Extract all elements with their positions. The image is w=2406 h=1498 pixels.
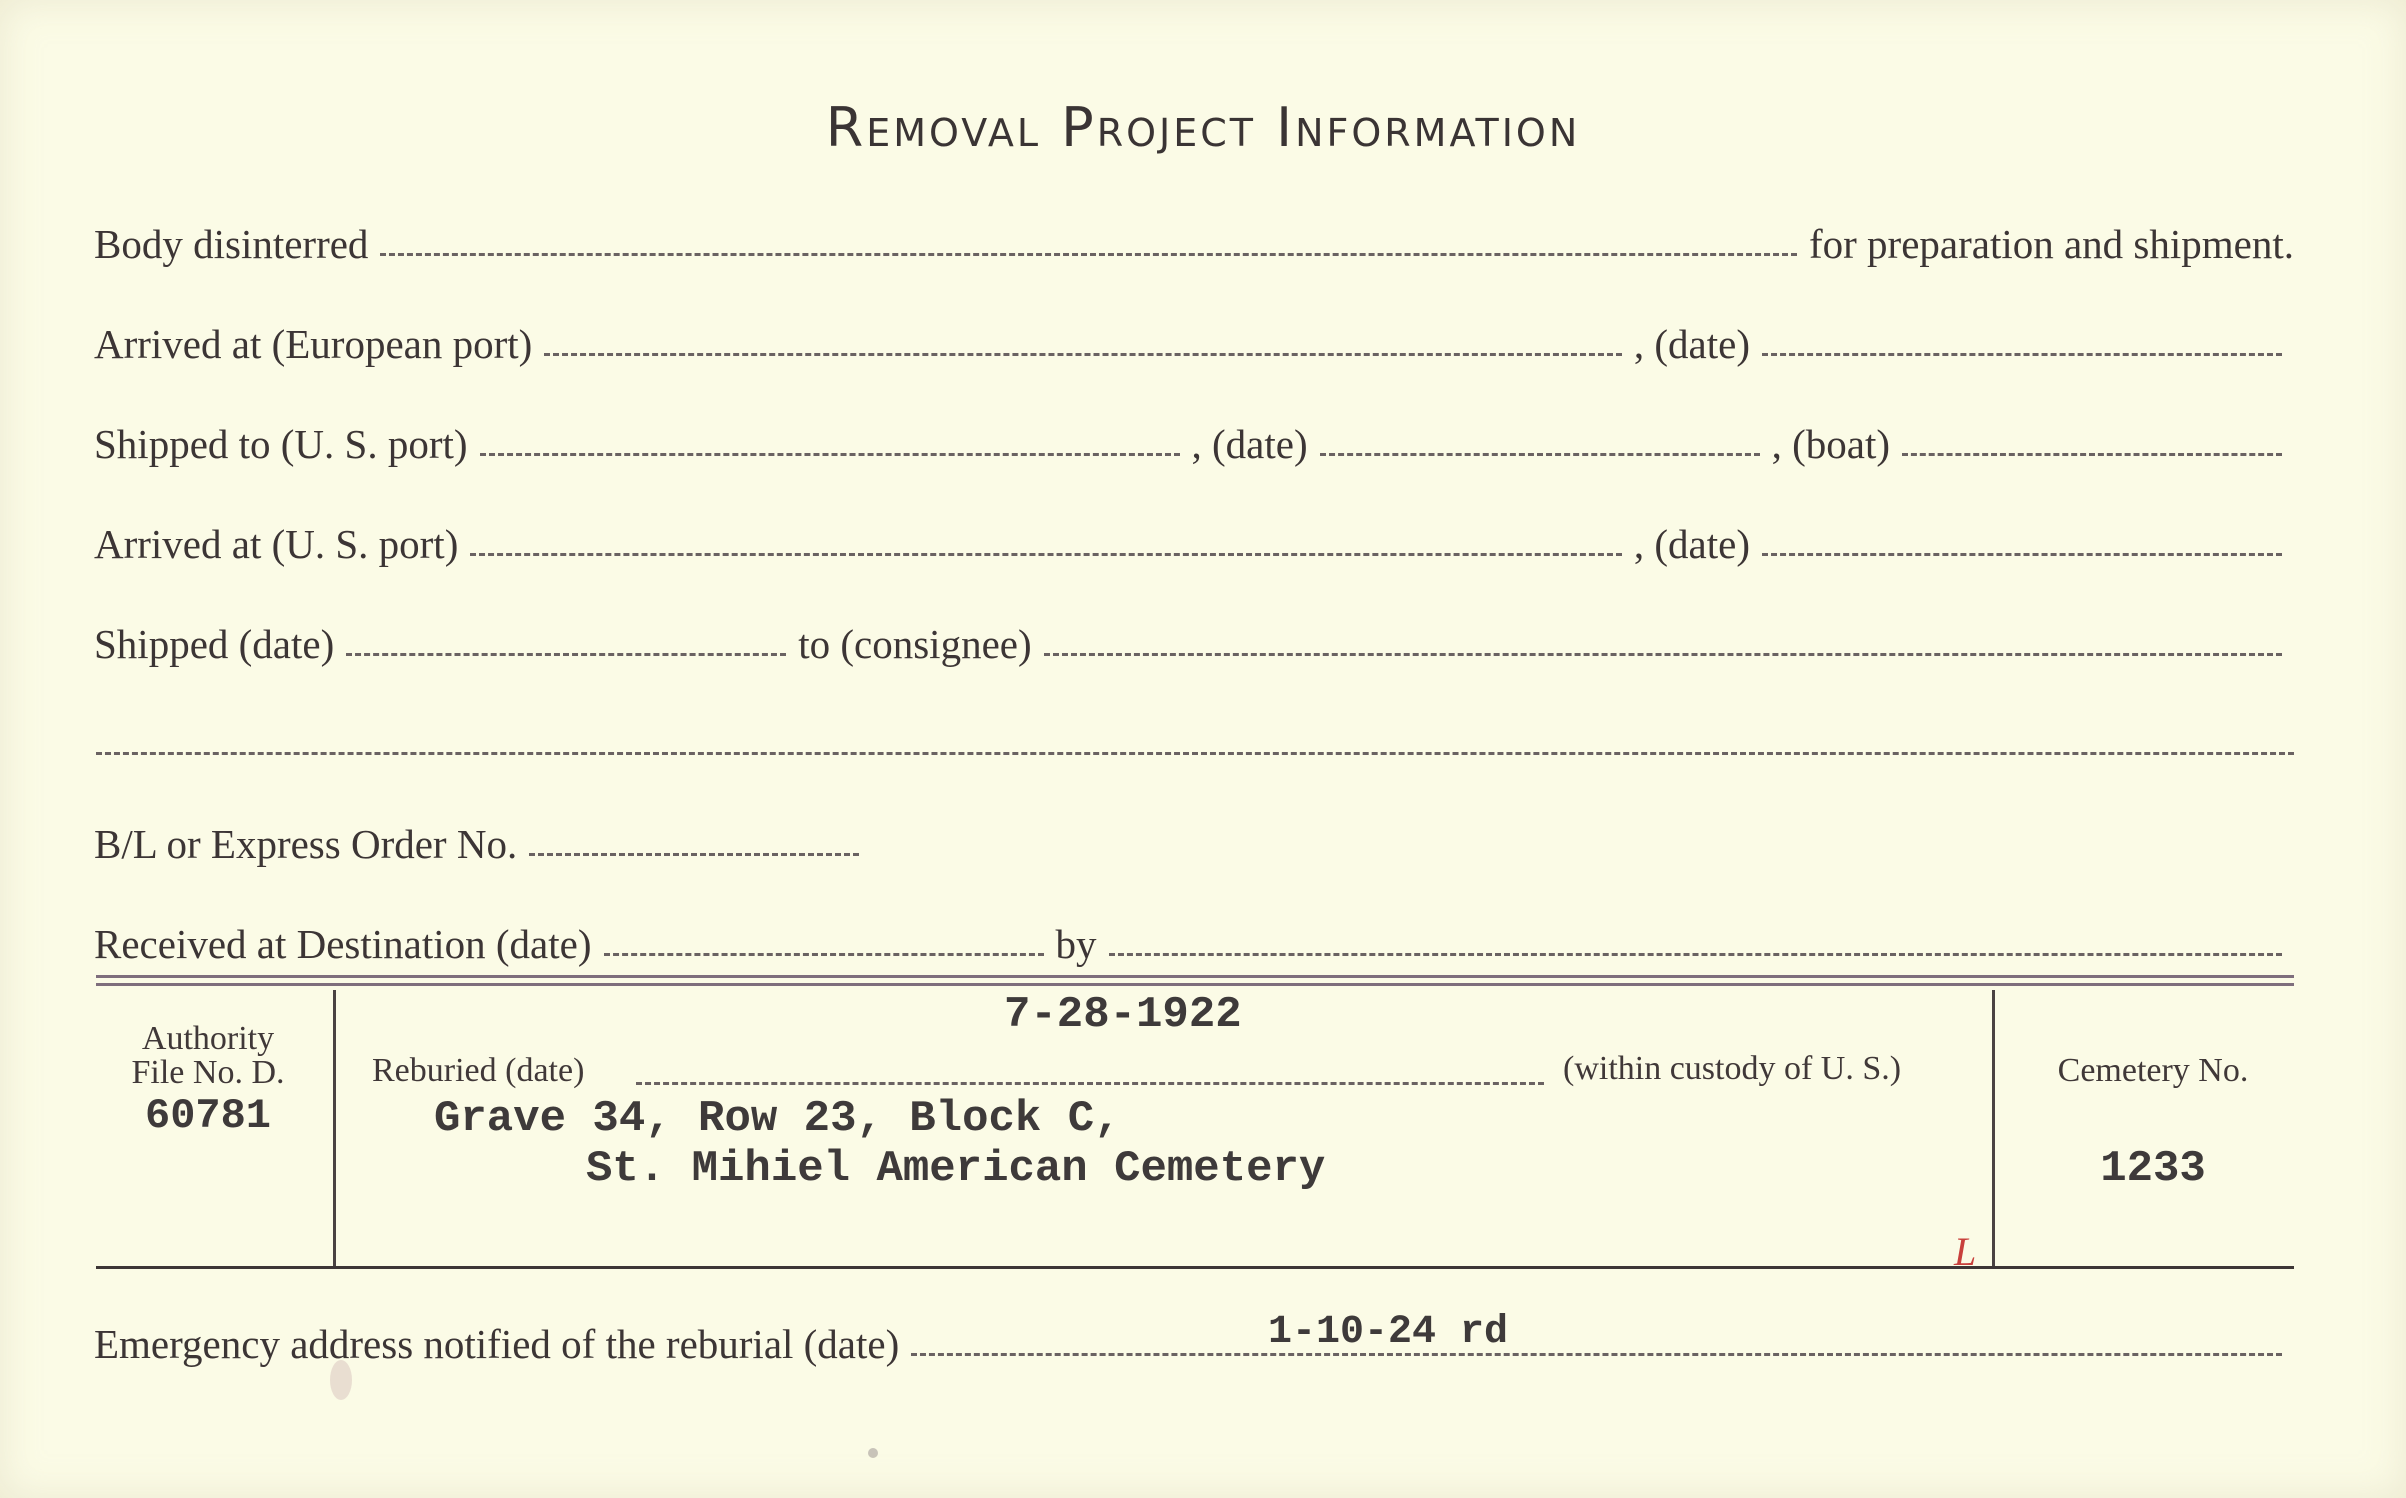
cemetery-no-label: Cemetery No. [2057,1052,2249,1089]
row-bl-order [94,812,2294,868]
row-arrived-us [94,512,2294,568]
section-divider [96,975,2294,986]
european-port-field[interactable] [544,353,1622,356]
received-by-field[interactable] [1109,953,2283,956]
date-label-3: , (date) [1633,521,1750,567]
received-date-field[interactable] [604,953,1044,956]
ship-date-field[interactable] [1320,453,1760,456]
emergency-date-value: 1-10-24 rd [1268,1310,1509,1355]
by-label: by [1055,921,1097,967]
column-divider-right [1992,990,1995,1268]
page-title: Removal Project Information [825,96,1581,159]
row-shipped-date [94,612,2294,668]
body-disinterred-field[interactable] [380,253,1797,256]
authority-label: Authority [141,1020,275,1057]
date-label-1: , (date) [1633,321,1750,367]
for-preparation-label: for preparation and shipment. [1808,221,2294,267]
shipped-date-label: Shipped (date) [94,621,335,667]
burial-bottom-rule [96,1266,2294,1269]
reburied-label: Reburied (date) [372,1052,585,1089]
us-port-field[interactable] [480,453,1180,456]
authority-block [96,1022,320,1090]
file-no-value: 60781 [144,1092,272,1140]
bl-order-field[interactable] [529,853,859,856]
consignee-label: to (consignee) [798,621,1032,667]
row-body-disinterred [94,212,2294,268]
arrived-us-label: Arrived at (U. S. port) [94,521,459,567]
boat-label: , (boat) [1771,421,1890,467]
row-arrived-european [94,312,2294,368]
emergency-label: Emergency address notified of the reburial (date) [94,1321,900,1367]
shipped-date-field[interactable] [346,653,786,656]
boat-field[interactable] [1902,453,2282,456]
cemetery-no-value: 1233 [2100,1144,2206,1194]
shipped-us-label: Shipped to (U. S. port) [94,421,468,467]
arrived-european-label: Arrived at (European port) [94,321,533,367]
file-no-label: File No. D. [131,1054,285,1091]
arrived-us-date-field[interactable] [1762,553,2282,556]
grave-line-1: Grave 34, Row 23, Block C, [434,1094,1121,1144]
received-label: Received at Destination (date) [94,921,592,967]
consignee-continuation-line[interactable] [96,752,2294,755]
grave-line-2: St. Mihiel American Cemetery [586,1144,1326,1194]
paper-stain [868,1448,878,1458]
paper-stain [330,1360,352,1400]
column-divider-left [333,990,336,1268]
european-date-field[interactable] [1762,353,2282,356]
bl-order-label: B/L or Express Order No. [94,821,518,867]
row-received [94,912,2294,968]
row-emergency [94,1312,2294,1368]
reburied-date-value: 7-28-1922 [1004,990,1242,1040]
arrived-us-port-field[interactable] [470,553,1622,556]
red-check-mark: L [1954,1229,1977,1274]
emergency-date-field[interactable] [911,1353,2282,1356]
custody-label: (within custody of U. S.) [1563,1050,1902,1087]
date-label-2: , (date) [1191,421,1308,467]
body-disinterred-label: Body disinterred [94,221,369,267]
reburied-date-field[interactable] [636,1082,1544,1085]
row-shipped-us [94,412,2294,468]
consignee-field[interactable] [1044,653,2282,656]
